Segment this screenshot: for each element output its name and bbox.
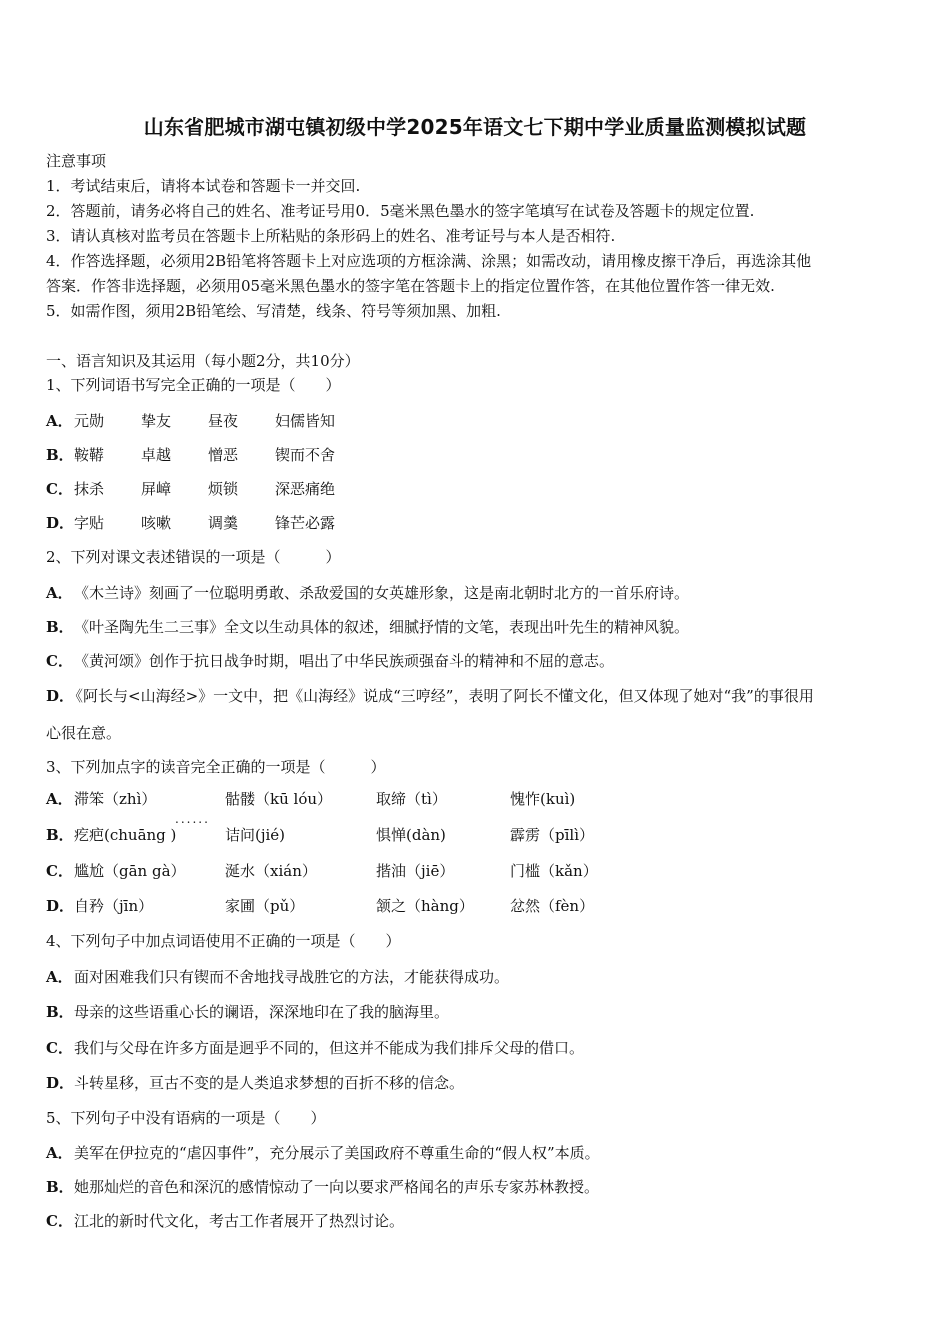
option-text: 《阿长与<山海经>》一文中，把《山海经》说成“三哼经”，表明了阿长不懂文化，但又体现了她对“我”的事很用 <box>68 687 814 705</box>
option-text: 我们与父母在许多方面是迥乎不同的，但这并不能成为我们排斥父母的借口。 <box>74 1039 585 1057</box>
option-item: 惧惮(dàn) <box>376 826 446 844</box>
option-item: 忿然（fèn） <box>510 897 595 915</box>
option-letter: A． <box>46 584 73 602</box>
option-text: 江北的新时代文化，考古工作者展开了热烈讨论。 <box>74 1212 405 1230</box>
option-text: 斗转星移，亘古不变的是人类追求梦想的百折不移的信念。 <box>74 1074 465 1092</box>
option-item: 门槛（kǎn） <box>510 862 598 880</box>
question-4-stem: 4、下列句子中加点词语使用不正确的一项是（ ） <box>46 932 401 950</box>
q5-option-a <box>46 1143 600 1163</box>
question-1-stem: 1、下列词语书写完全正确的一项是（ ） <box>46 376 341 394</box>
option-letter: B． <box>46 446 74 464</box>
q2-option-c <box>46 651 614 671</box>
option-word: 妇儒皆知 <box>275 412 336 430</box>
option-word: 元勋 <box>74 412 105 430</box>
option-word: 锲而不舍 <box>275 446 336 464</box>
q4-option-b <box>46 1002 449 1022</box>
notice-item: 3．请认真核对监考员在答题卡上所粘贴的条形码上的姓名、准考证号与本人是否相符. <box>46 227 616 245</box>
option-word: 卓越 <box>141 446 172 464</box>
option-letter: A． <box>46 412 73 430</box>
q5-option-c <box>46 1211 404 1231</box>
option-word: 鞍鞯 <box>74 446 105 464</box>
option-item: 涎水（xián） <box>225 862 317 880</box>
option-text: 她那灿烂的音色和深沉的感情惊动了一向以要求严格闻名的声乐专家苏林教授。 <box>74 1178 600 1196</box>
notice-item: 2．答题前，请务必将自己的姓名、准考证号用0．5毫米黑色墨水的签字笔填写在试卷及答题卡的规定位置. <box>46 202 755 220</box>
option-item: 颔之（hàng） <box>376 897 474 915</box>
option-item: 取缔（tì） <box>376 790 447 808</box>
page-title: 山东省肥城市湖屯镇初级中学2025年语文七下期中学业质量监测模拟试题 <box>143 115 807 139</box>
option-word: 锋芒必露 <box>275 514 336 532</box>
q2-option-d-continuation: 心很在意。 <box>46 724 122 742</box>
option-text: 《木兰诗》刻画了一位聪明勇敢、杀敌爱国的女英雄形象，这是南北朝时北方的一首乐府诗。 <box>74 584 690 602</box>
question-3-stem: 3、下列加点字的读音完全正确的一项是（ ） <box>46 758 386 776</box>
option-text: 母亲的这些语重心长的谰语，深深地印在了我的脑海里。 <box>74 1003 450 1021</box>
option-letter: A． <box>46 790 73 808</box>
option-text: 《黄河颂》创作于抗日战争时期，唱出了中华民族顽强奋斗的精神和不屈的意志。 <box>74 652 615 670</box>
option-letter: D． <box>46 514 75 532</box>
notice-item: 1．考试结束后，请将本试卷和答题卡一并交回. <box>46 177 361 195</box>
option-item: 愧怍(kuì) <box>510 790 576 808</box>
option-item: 霹雳（pīlì） <box>510 826 594 844</box>
option-letter: C． <box>46 652 73 670</box>
q4-option-a <box>46 967 509 987</box>
option-text: 《叶圣陶先生二三事》全文以生动具体的叙述，细腻抒情的文笔，表现出叶先生的精神风貌。 <box>74 618 690 636</box>
q2-option-a <box>46 583 689 603</box>
notice-item: 5．如需作图，须用2B铅笔绘、写清楚，线条、符号等须加黑、加粗. <box>46 302 501 320</box>
option-letter: D． <box>46 1074 75 1092</box>
section-heading: 一、语言知识及其运用（每小题2分，共10分） <box>46 352 360 370</box>
option-item: 诘问(jié) <box>225 826 286 844</box>
option-text: 面对困难我们只有锲而不舍地找寻战胜它的方法，才能获得成功。 <box>74 968 510 986</box>
option-letter: B． <box>46 1178 74 1196</box>
option-letter: D． <box>46 687 75 705</box>
option-letter: B． <box>46 826 74 844</box>
option-letter: C． <box>46 1212 73 1230</box>
option-item: 家圃（pǔ） <box>225 897 305 915</box>
question-5-stem: 5、下列句子中没有语病的一项是（ ） <box>46 1109 326 1127</box>
option-word: 调羹 <box>208 514 239 532</box>
option-item: 滞笨（zhì） <box>74 790 157 808</box>
q4-option-c <box>46 1038 584 1058</box>
option-word: 屏嶂 <box>141 480 172 498</box>
option-letter: D． <box>46 897 75 915</box>
option-word: 字贴 <box>74 514 105 532</box>
option-word: 抹杀 <box>74 480 105 498</box>
option-word: 咳嗽 <box>141 514 172 532</box>
notice-item: 4．作答选择题，必须用2B铅笔将答题卡上对应选项的方框涂满、涂黑；如需改动，请用橡皮擦干净后，再选涂其他 <box>46 252 812 270</box>
option-item: 自矜（jīn） <box>74 897 154 915</box>
option-word: 深恶痛绝 <box>275 480 336 498</box>
option-letter: C． <box>46 480 73 498</box>
notice-heading: 注意事项 <box>46 152 107 170</box>
option-item: 尴尬（gān gà） <box>74 862 186 880</box>
option-item: 骷髅（kū lóu） <box>225 790 333 808</box>
option-item: 揩油（jiē） <box>376 862 455 880</box>
option-item: 疙疤(chuāng ) <box>74 826 177 844</box>
option-text: 美军在伊拉克的“虐囚事件”，充分展示了美国政府不尊重生命的“假人权”本质。 <box>74 1144 600 1162</box>
emphasis-dots: ...... <box>175 812 210 826</box>
option-word: 挚友 <box>141 412 172 430</box>
option-word: 昼夜 <box>208 412 239 430</box>
option-letter: C． <box>46 1039 73 1057</box>
option-letter: A． <box>46 968 73 986</box>
option-letter: C． <box>46 862 73 880</box>
q5-option-b <box>46 1177 599 1197</box>
option-letter: B． <box>46 1003 74 1021</box>
option-letter: A． <box>46 1144 73 1162</box>
notice-item: 答案．作答非选择题，必须用05毫米黑色墨水的签字笔在答题卡上的指定位置作答，在其他位置作答一律无效. <box>46 277 775 295</box>
q2-option-d <box>46 686 814 706</box>
option-word: 憎恶 <box>208 446 239 464</box>
option-letter: B． <box>46 618 74 636</box>
q4-option-d <box>46 1073 464 1093</box>
option-word: 烦锁 <box>208 480 239 498</box>
question-2-stem: 2、下列对课文表述错误的一项是（ ） <box>46 548 341 566</box>
q2-option-b <box>46 617 689 637</box>
